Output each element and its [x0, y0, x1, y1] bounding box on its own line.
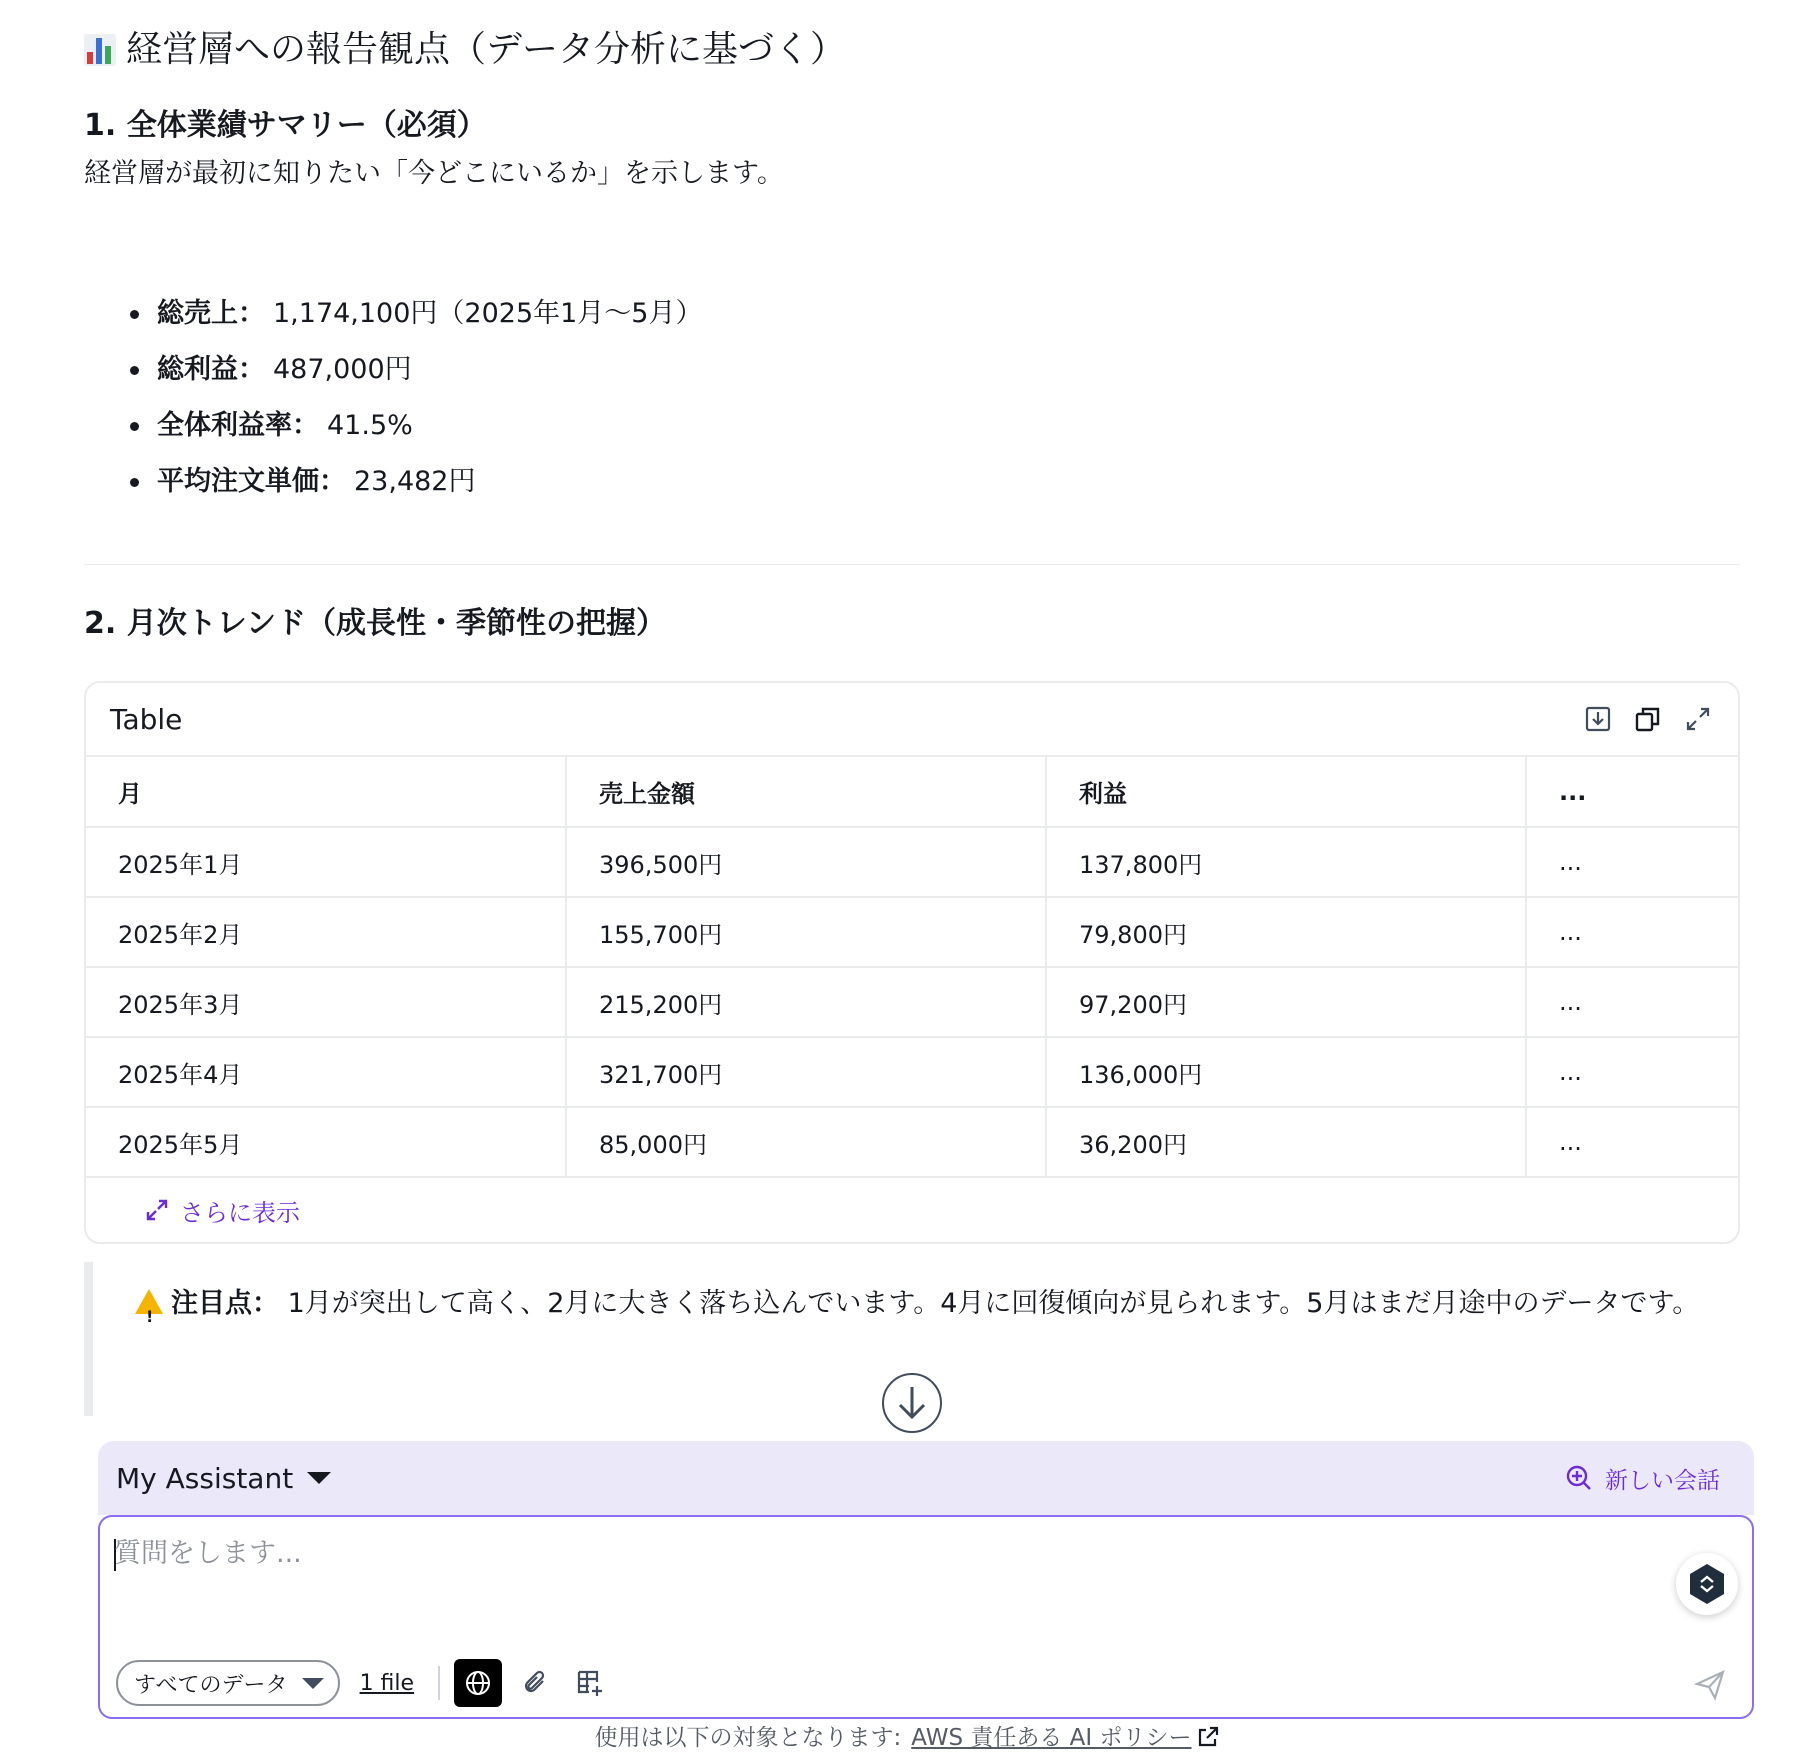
add-table-button[interactable]: [570, 1663, 610, 1703]
warning-icon: [135, 1289, 163, 1314]
show-more-label: さらに表示: [180, 1198, 300, 1227]
arrow-down-icon: [895, 1384, 929, 1422]
table-cell: 2025年2月: [86, 897, 566, 967]
chat-input-box: [98, 1515, 1754, 1719]
report-title-text: 経営層への報告観点（データ分析に基づく）: [126, 29, 847, 70]
toolbar-divider: [438, 1666, 440, 1700]
input-toolbar: [116, 1659, 610, 1707]
assistant-name: My Assistant: [116, 1461, 294, 1495]
assistant-logo-icon: [1687, 1562, 1727, 1606]
new-chat-button[interactable]: [1565, 1462, 1720, 1495]
chat-header: [98, 1441, 1754, 1515]
usage-policy-note: [0, 1722, 1814, 1754]
table-header-row: [86, 757, 1740, 827]
section1-intro: 経営層が最初に知りたい「今どこにいるか」を示します。: [84, 158, 784, 189]
table-cell: 2025年1月: [86, 827, 566, 897]
question-input[interactable]: [114, 1533, 1634, 1573]
kpi-item-avg-order: [132, 454, 702, 510]
table-cell: 215,200円: [566, 967, 1046, 1037]
table-cell: ...: [1526, 827, 1740, 897]
kpi-label: 平均注文単価：: [157, 466, 346, 497]
table-row: [86, 897, 1740, 967]
table-cell: 79,800円: [1046, 897, 1526, 967]
table-row: [86, 1107, 1740, 1177]
new-chat-label: 新しい会話: [1605, 1467, 1720, 1494]
caret-down-icon: [307, 1472, 331, 1484]
globe-icon: [463, 1668, 493, 1698]
data-scope-value: すべてのデータ: [134, 1672, 288, 1698]
table-cell: ...: [1526, 1037, 1740, 1107]
scroll-down-button[interactable]: [882, 1373, 942, 1433]
table-cell: ...: [1526, 897, 1740, 967]
external-link-icon: [1196, 1725, 1220, 1749]
kpi-value: 23,482円: [354, 466, 476, 497]
policy-link[interactable]: AWS 責任ある AI ポリシー: [911, 1725, 1192, 1751]
assistant-selector[interactable]: [116, 1462, 331, 1495]
table-cell: 136,000円: [1046, 1037, 1526, 1107]
send-button[interactable]: [1690, 1665, 1730, 1705]
bar-chart-icon: [84, 34, 116, 66]
table-cell: 2025年3月: [86, 967, 566, 1037]
expand-icon[interactable]: [1682, 703, 1714, 735]
table-cell: ...: [1526, 967, 1740, 1037]
table-add-icon: [575, 1668, 605, 1698]
callout-text: 1月が突出して高く、2月に大きく落ち込んでいます。4月に回復傾向が見られます。5月はまだ月途中のデータです。: [287, 1288, 1700, 1319]
kpi-value: 487,000円: [273, 354, 412, 385]
section2-heading: 2. 月次トレンド（成長性・季節性の把握）: [84, 606, 666, 641]
table-toolbar: [1582, 703, 1714, 735]
kpi-label: 総売上：: [157, 298, 265, 329]
column-header-profit[interactable]: 利益: [1046, 757, 1526, 827]
section-divider: [84, 564, 1740, 565]
kpi-label: 総利益：: [157, 354, 265, 385]
kpi-item-total-profit: [132, 342, 702, 398]
web-search-toggle[interactable]: [454, 1659, 502, 1707]
column-header-month[interactable]: 月: [86, 757, 566, 827]
table-cell: 36,200円: [1046, 1107, 1526, 1177]
report-title: [84, 26, 846, 74]
paperclip-icon: [521, 1668, 551, 1698]
table-header: [86, 683, 1738, 757]
table-row: [86, 967, 1740, 1037]
column-header-sales[interactable]: 売上金額: [566, 757, 1046, 827]
attach-button[interactable]: [516, 1663, 556, 1703]
table-cell: 85,000円: [566, 1107, 1046, 1177]
table-row: [86, 827, 1740, 897]
data-scope-select[interactable]: [116, 1660, 340, 1706]
kpi-item-profit-margin: [132, 398, 702, 454]
kpi-item-total-sales: [132, 286, 702, 342]
column-header-more[interactable]: ...: [1526, 757, 1740, 827]
table-row: [86, 1037, 1740, 1107]
callout-label: 注目点：: [171, 1288, 279, 1319]
kpi-value: 1,174,100円（2025年1月〜5月）: [273, 298, 703, 329]
table-cell: 155,700円: [566, 897, 1046, 967]
show-more-link[interactable]: [86, 1178, 1738, 1242]
expand-arrows-icon: [144, 1197, 170, 1223]
attached-files-link[interactable]: 1 file: [359, 1670, 415, 1696]
section1-heading: 1. 全体業績サマリー（必須）: [84, 108, 487, 143]
send-icon: [1694, 1669, 1726, 1701]
table-cell: ...: [1526, 1107, 1740, 1177]
chat-panel: [98, 1441, 1754, 1719]
assistant-action-button[interactable]: [1676, 1553, 1738, 1615]
table-cell: 137,800円: [1046, 827, 1526, 897]
table-title: Table: [110, 702, 183, 736]
table-cell: 2025年4月: [86, 1037, 566, 1107]
kpi-label: 全体利益率：: [157, 410, 319, 441]
data-table-card: [84, 681, 1740, 1244]
caret-down-icon: [302, 1678, 324, 1689]
copy-icon[interactable]: [1632, 703, 1664, 735]
table-cell: 97,200円: [1046, 967, 1526, 1037]
table-cell: 321,700円: [566, 1037, 1046, 1107]
kpi-list: [132, 286, 702, 510]
policy-prefix: 使用は以下の対象となります:: [594, 1725, 902, 1751]
kpi-value: 41.5%: [327, 410, 413, 441]
new-chat-icon: [1565, 1464, 1593, 1492]
table-cell: 2025年5月: [86, 1107, 566, 1177]
download-icon[interactable]: [1582, 703, 1614, 735]
monthly-trend-table: [86, 757, 1740, 1178]
table-cell: 396,500円: [566, 827, 1046, 897]
